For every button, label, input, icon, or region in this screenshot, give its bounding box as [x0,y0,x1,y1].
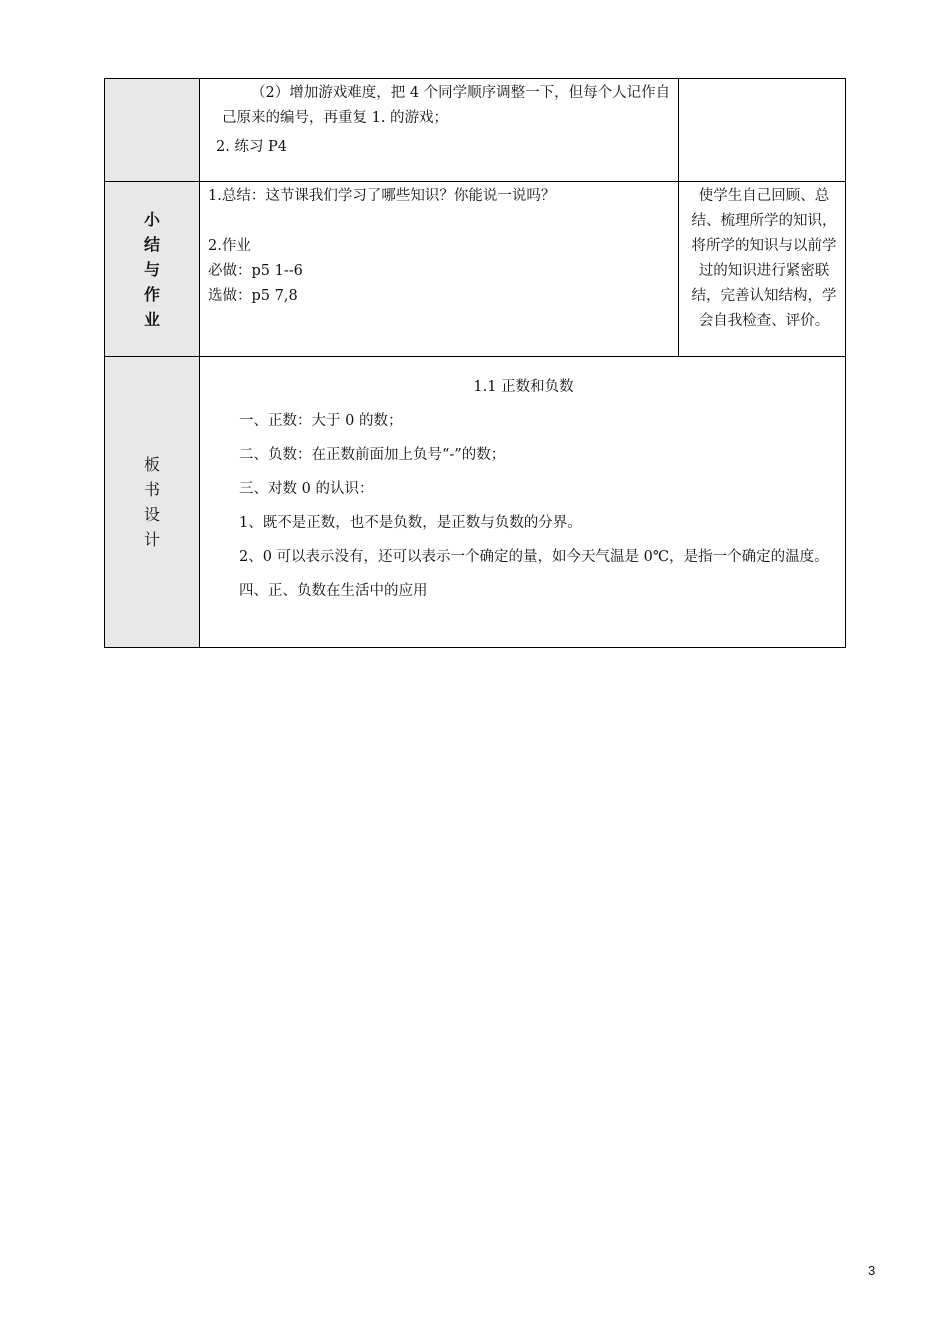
game-row-content [200,79,679,182]
summary-label-char: 业 [143,309,160,329]
board-content [200,357,846,648]
board-row [105,357,846,648]
board-item: 三、对数 0 的认识： [239,481,374,497]
board-label-char: 书 [143,480,160,499]
summary-label-cell [105,182,200,357]
practice-text: 2. 练习 P4 [216,139,288,155]
homework-required: 必做：p5 1--6 [208,263,303,279]
board-item: 1、既不是正数，也不是负数，是正数与负数的分界。 [239,515,582,531]
board-item: 2、0 可以表示没有，还可以表示一个确定的量，如今天气温是 0℃，是指一个确定的温度。 [239,549,829,565]
board-label-char: 板 [143,455,160,474]
board-label [144,452,160,552]
summary-question: 1.总结：这节课我们学习了哪些知识？你能说一说吗？ [208,188,556,204]
board-label-cell [105,357,200,648]
summary-label-char: 与 [143,259,160,279]
summary-label [144,207,160,332]
summary-content [200,182,679,357]
summary-label-char: 作 [143,284,160,304]
game-row-aside [679,79,846,182]
board-label-char: 计 [143,530,160,549]
summary-row [105,182,846,357]
game-step-text: （2）增加游戏难度，把 4 个同学顺序调整一下，但每个人记作自己原来的编号，再重复 1. 的游戏； [222,85,671,126]
summary-aside-text: 使学生自己回顾、总结、梳理所学的知识，将所学的知识与以前学过的知识进行紧密联结，完善认知结构，学会自我检查、评价。 [691,188,837,329]
board-item: 四、正、负数在生活中的应用 [239,583,428,599]
lesson-plan-table [104,78,846,648]
summary-label-char: 结 [143,234,160,254]
board-title: 1.1 正数和负数 [473,379,574,395]
board-item: 一、正数：大于 0 的数； [239,413,403,429]
summary-aside [679,182,846,357]
board-label-char: 设 [143,505,160,524]
homework-optional: 选做：p5 7,8 [208,288,298,304]
page-number: 3 [868,1263,876,1278]
summary-label-char: 小 [143,209,160,229]
game-row [105,79,846,182]
board-item: 二、负数：在正数前面加上负号“-”的数； [239,447,506,463]
homework-title: 2.作业 [208,238,251,254]
game-row-label-cell [105,79,200,182]
